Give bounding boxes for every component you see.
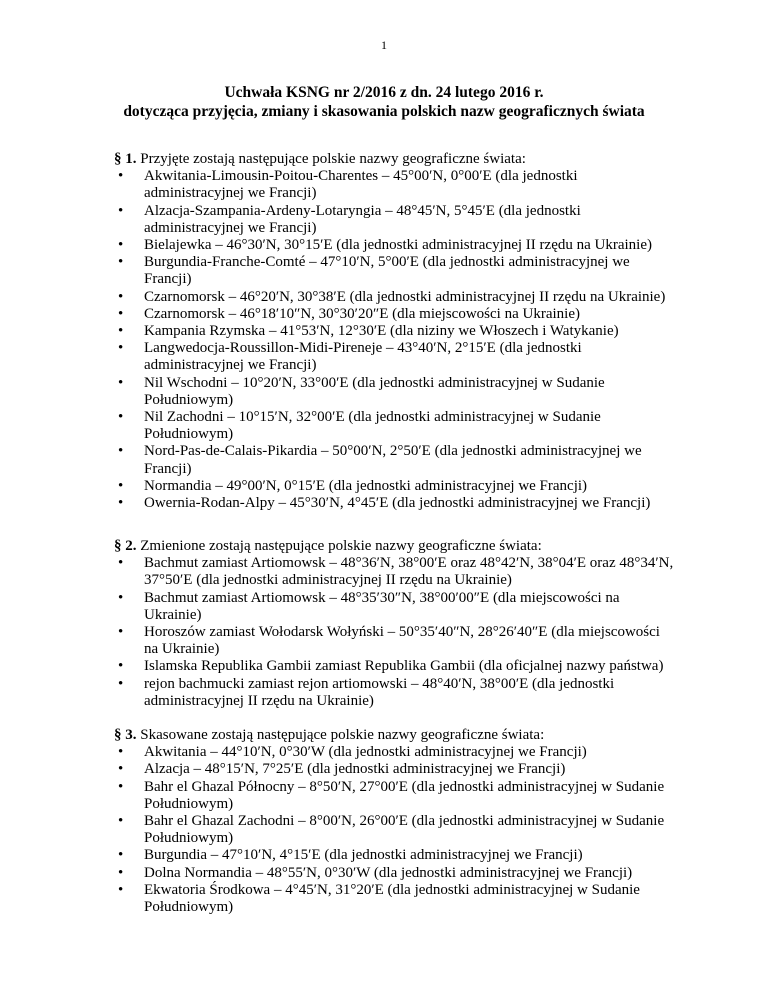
page-number: 1	[381, 38, 387, 52]
section-heading	[114, 538, 674, 555]
section-heading	[114, 151, 674, 168]
list-item: • Bielajewka – 46°30′N, 30°15′E (dla jednostki administracyjnej II rzędu na Ukrainie)	[114, 237, 674, 254]
list-item: • rejon bachmucki zamiast rejon artiomowski – 48°40′N, 38°00′E (dla jednostki administracyjnej II rzędu na Ukrainie)	[114, 676, 674, 710]
section-list	[114, 744, 674, 916]
list-item: • Bachmut zamiast Artiomowsk – 48°36′N, 38°00′E oraz 48°42′N, 38°04′E oraz 48°34′N, 37°50′E (dla jednostki administracyjnej II rzędu na Ukrainie)	[114, 555, 674, 589]
list-item: • Nil Wschodni – 10°20′N, 33°00′E (dla jednostki administracyjnej w Sudanie Południowym)	[114, 375, 674, 409]
section-2	[114, 538, 674, 710]
list-item: • Akwitania-Limousin-Poitou-Charentes – 45°00′N, 0°00′E (dla jednostki administracyjnej we Francji)	[114, 168, 674, 202]
list-item: • Langwedocja-Roussillon-Midi-Pireneje – 43°40′N, 2°15′E (dla jednostki administracyjnej we Francji)	[114, 340, 674, 374]
list-item: • Alzacja – 48°15′N, 7°25′E (dla jednostki administracyjnej we Francji)	[114, 761, 674, 778]
list-item: • Bachmut zamiast Artiomowsk – 48°35′30″N, 38°00′00″E (dla miejscowości na Ukrainie)	[114, 590, 674, 624]
list-item: • Bahr el Ghazal Zachodni – 8°00′N, 26°00′E (dla jednostki administracyjnej w Sudanie Południowym)	[114, 813, 674, 847]
section-heading-text: Przyjęte zostają następujące polskie nazwy geograficzne świata:	[140, 151, 526, 167]
section-1	[114, 151, 674, 512]
section-list	[114, 555, 674, 710]
list-item: • Bahr el Ghazal Północny – 8°50′N, 27°00′E (dla jednostki administracyjnej w Sudanie Południowym)	[114, 779, 674, 813]
section-heading-text: Zmienione zostają następujące polskie nazwy geograficzne świata:	[140, 538, 542, 554]
list-item: • Owernia-Rodan-Alpy – 45°30′N, 4°45′E (dla jednostki administracyjnej we Francji)	[114, 495, 674, 512]
list-item: • Akwitania – 44°10′N, 0°30′W (dla jednostki administracyjnej we Francji)	[114, 744, 674, 761]
list-item: • Islamska Republika Gambii zamiast Republika Gambii (dla oficjalnej nazwy państwa)	[114, 658, 674, 675]
list-item: • Burgundia – 47°10′N, 4°15′E (dla jednostki administracyjnej we Francji)	[114, 847, 674, 864]
list-item: • Dolna Normandia – 48°55′N, 0°30′W (dla jednostki administracyjnej we Francji)	[114, 865, 674, 882]
list-item: • Ekwatoria Środkowa – 4°45′N, 31°20′E (dla jednostki administracyjnej w Sudanie Południowym)	[114, 882, 674, 916]
section-3	[114, 727, 674, 916]
list-item: • Kampania Rzymska – 41°53′N, 12°30′E (dla niziny we Włoszech i Watykanie)	[114, 323, 674, 340]
list-item: • Czarnomorsk – 46°18′10″N, 30°30′20″E (dla miejscowości na Ukrainie)	[114, 306, 674, 323]
list-item: • Normandia – 49°00′N, 0°15′E (dla jednostki administracyjnej we Francji)	[114, 478, 674, 495]
title-line-1: Uchwała KSNG nr 2/2016 z dn. 24 lutego 2016 r.	[224, 84, 544, 101]
list-item: • Burgundia-Franche-Comté – 47°10′N, 5°00′E (dla jednostki administracyjnej we Francji)	[114, 254, 674, 288]
section-heading	[114, 727, 674, 744]
list-item: • Horoszów zamiast Wołodarsk Wołyński – 50°35′40″N, 28°26′40″E (dla miejscowości na Ukrainie)	[114, 624, 674, 658]
section-number: § 2.	[114, 538, 137, 554]
section-heading-text: Skasowane zostają następujące polskie nazwy geograficzne świata:	[140, 727, 545, 743]
list-item: • Czarnomorsk – 46°20′N, 30°38′E (dla jednostki administracyjnej II rzędu na Ukrainie)	[114, 289, 674, 306]
section-number: § 3.	[114, 727, 137, 743]
list-item: • Nil Zachodni – 10°15′N, 32°00′E (dla jednostki administracyjnej w Sudanie Południowym)	[114, 409, 674, 443]
section-list	[114, 168, 674, 512]
title-line-2: dotycząca przyjęcia, zmiany i skasowania polskich nazw geograficznych świata	[123, 103, 645, 120]
section-number: § 1.	[114, 151, 137, 167]
list-item: • Alzacja-Szampania-Ardeny-Lotaryngia – 48°45′N, 5°45′E (dla jednostki administracyjnej we Francji)	[114, 203, 674, 237]
document-title	[0, 83, 768, 121]
list-item: • Nord-Pas-de-Calais-Pikardia – 50°00′N, 2°50′E (dla jednostki administracyjnej we Francji)	[114, 443, 674, 477]
